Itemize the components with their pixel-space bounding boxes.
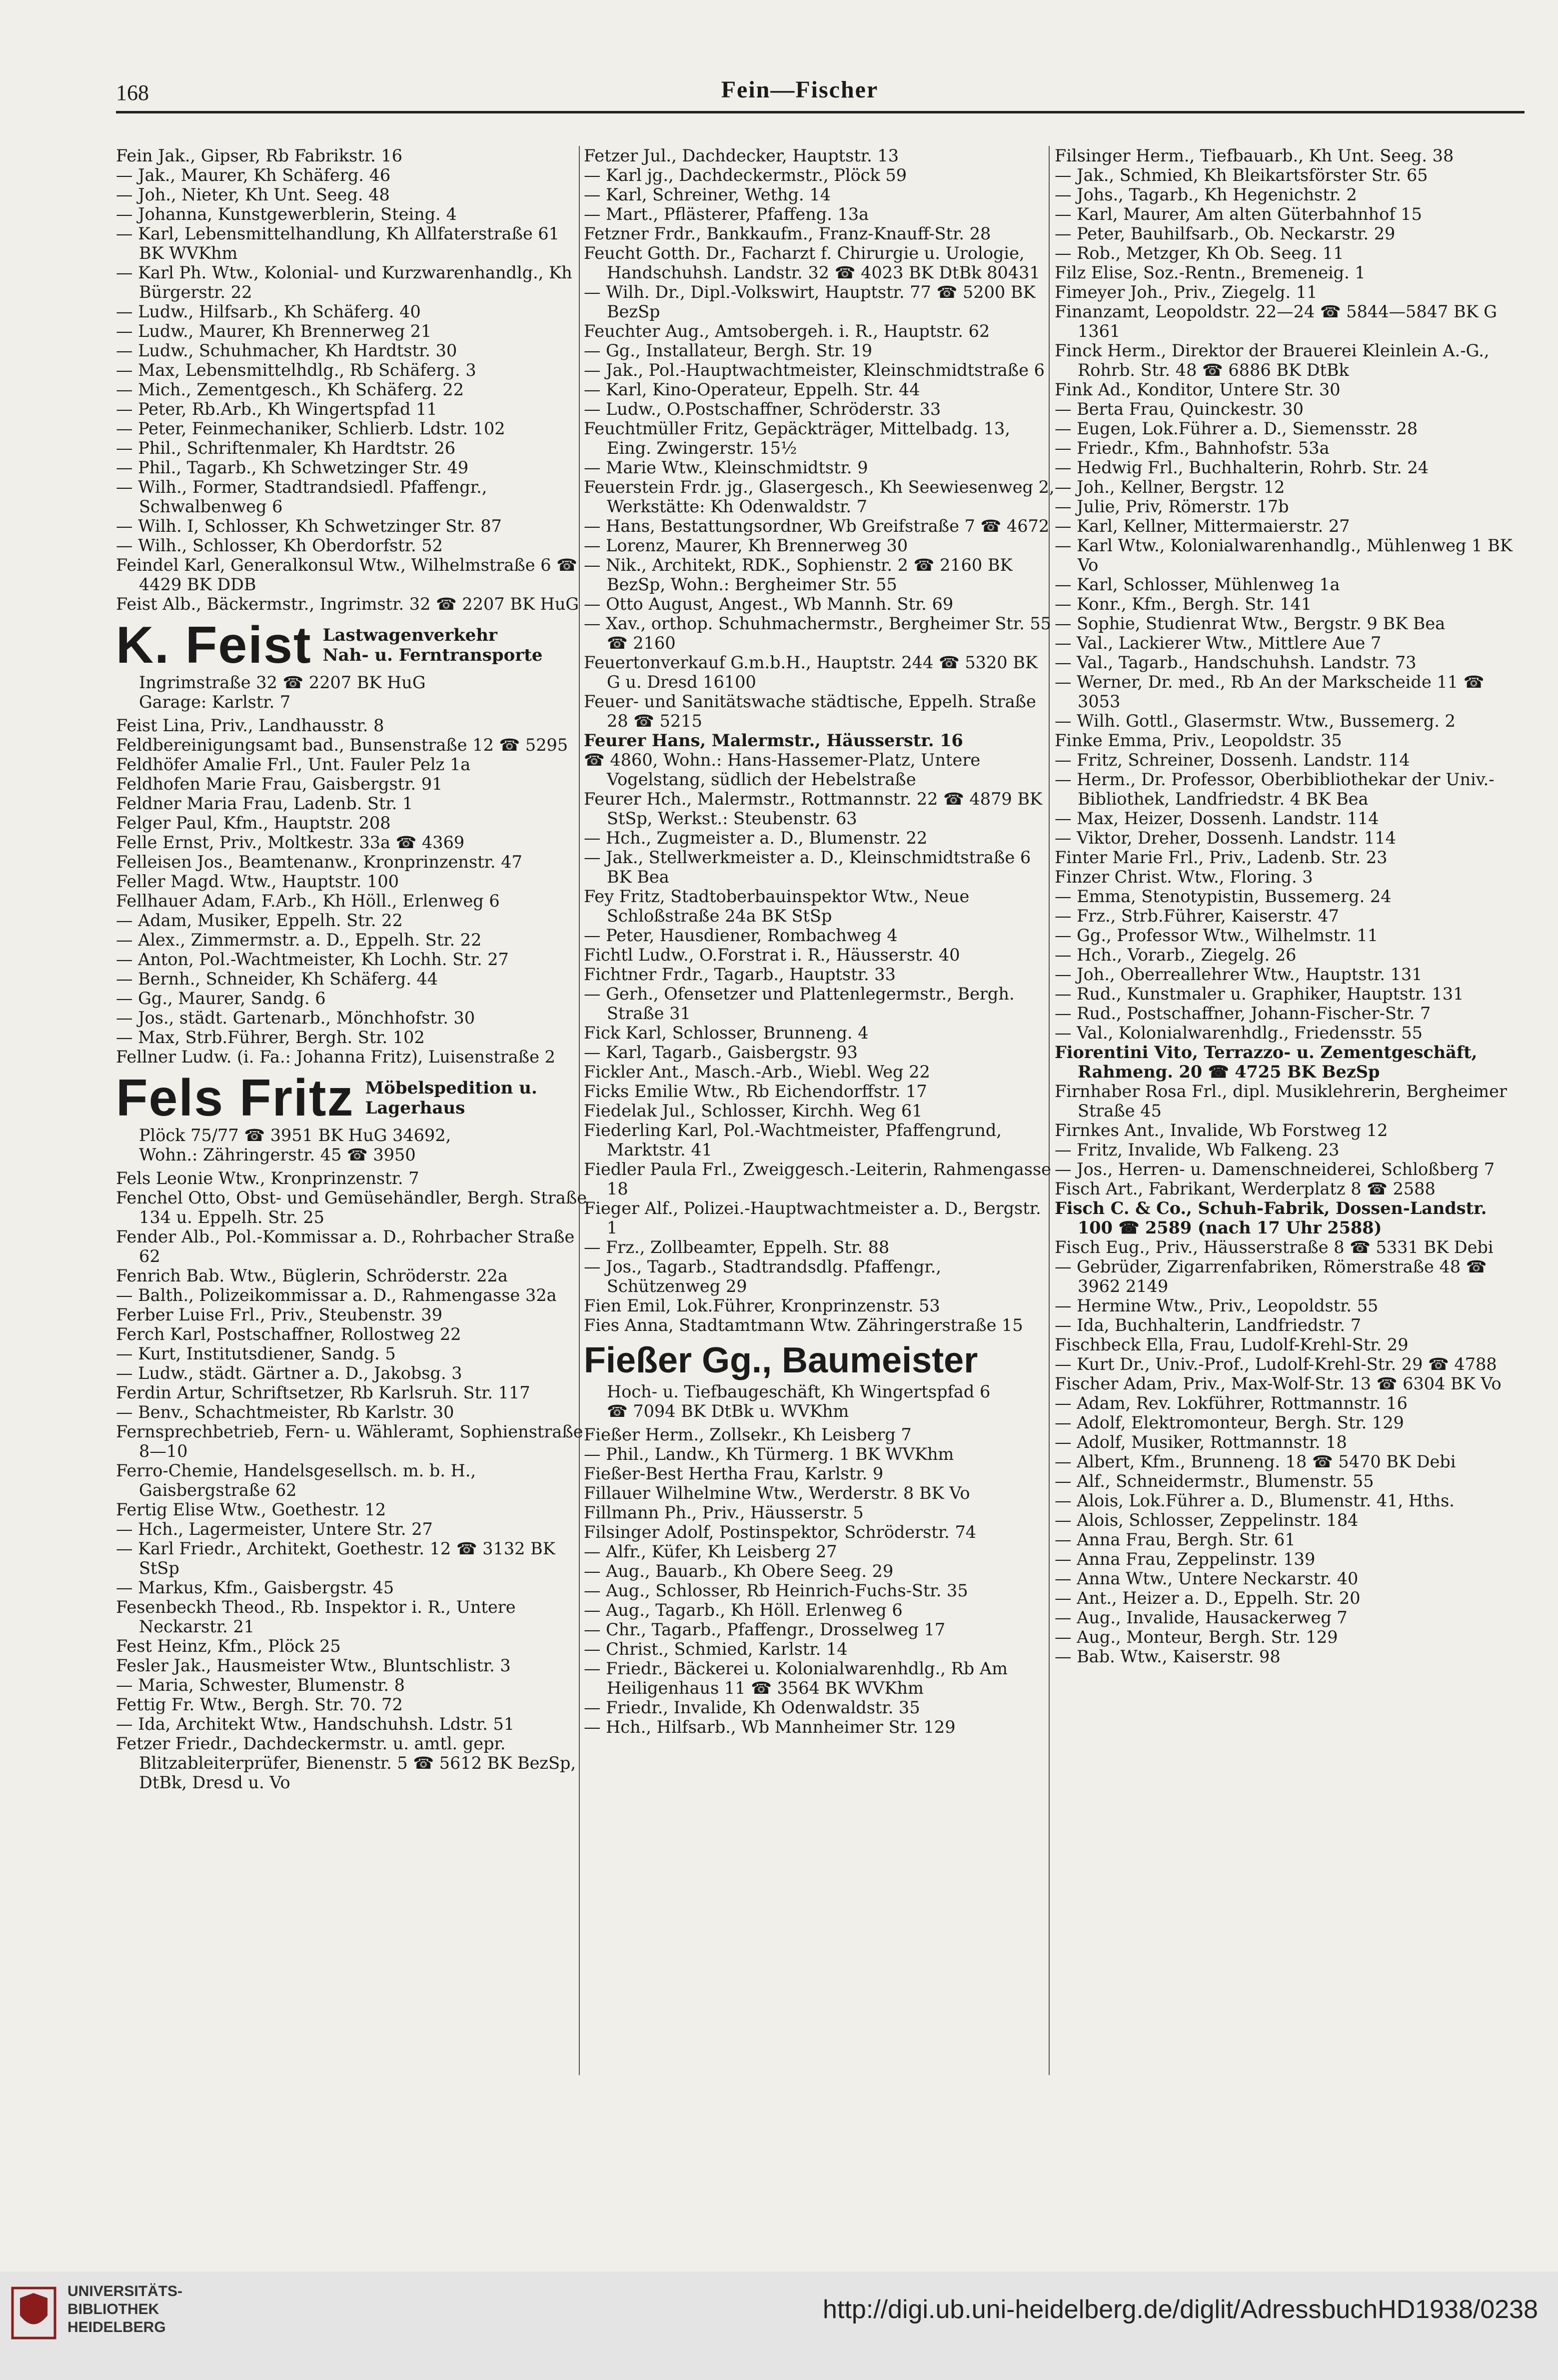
- directory-entry: Fies Anna, Stadtamtmann Wtw. Zähringerstraße 15: [584, 1315, 1023, 1335]
- directory-entry: — Jos., städt. Gartenarb., Mönchhofstr. 30: [116, 1008, 475, 1028]
- entry-list: [584, 750, 1056, 1335]
- directory-entry: — Aug., Monteur, Bergh. Str. 129: [1055, 1627, 1338, 1647]
- fels-advertisement: [116, 1071, 588, 1165]
- directory-entry: Feldhofen Marie Frau, Gaisbergstr. 91: [116, 774, 443, 794]
- directory-entry: — Friedr., Kfm., Bahnhofstr. 53a: [1055, 438, 1330, 458]
- advert-line: Hoch- u. Tiefbaugeschäft, Kh Wingertspfad 6: [607, 1382, 991, 1401]
- advert-tagline: Nah- u. Ferntransporte: [322, 645, 543, 665]
- directory-entry: — Alois, Schlosser, Zeppelinstr. 184: [1055, 1510, 1359, 1530]
- directory-entry: — Markus, Kfm., Gaisbergstr. 45: [116, 1578, 394, 1597]
- directory-entry: — Peter, Hausdiener, Rombachweg 4: [584, 926, 898, 945]
- directory-entry: — Val., Tagarb., Handschuhsh. Landstr. 73: [1055, 653, 1417, 672]
- directory-entry: Ferber Luise Frl., Priv., Steubenstr. 39: [116, 1305, 443, 1324]
- directory-entry: — Rud., Kunstmaler u. Graphiker, Hauptstr. 131: [1055, 984, 1464, 1004]
- directory-entry: Finke Emma, Priv., Leopoldstr. 35: [1055, 731, 1342, 750]
- advert-name: Fels Fritz: [116, 1069, 354, 1127]
- directory-entry: — Maria, Schwester, Blumenstr. 8: [116, 1675, 405, 1695]
- fiesser-advertisement: [584, 1339, 1056, 1421]
- entry-list: [116, 1169, 588, 1792]
- directory-entry: — Karl jg., Dachdeckermstr., Plöck 59: [584, 165, 907, 185]
- directory-entry: — Berta Frau, Quinckestr. 30: [1055, 399, 1304, 419]
- directory-entry: — Julie, Priv, Römerstr. 17b: [1055, 497, 1289, 516]
- directory-entry: Finter Marie Frl., Priv., Ladenb. Str. 23: [1055, 848, 1388, 867]
- directory-entry: — Karl Wtw., Kolonialwarenhandlg., Mühlenweg 1 BK Vo: [1055, 536, 1513, 575]
- directory-entry: — Karl, Kellner, Mittermaierstr. 27: [1055, 516, 1350, 536]
- directory-entry: Fick Karl, Schlosser, Brunneng. 4: [584, 1023, 869, 1043]
- directory-entry: — Aug., Bauarb., Kh Obere Seeg. 29: [584, 1561, 894, 1581]
- directory-entry: — Anna Frau, Zeppelinstr. 139: [1055, 1549, 1316, 1569]
- directory-entry: Felger Paul, Kfm., Hauptstr. 208: [116, 813, 391, 833]
- directory-entry: — Max, Heizer, Dossenh. Landstr. 114: [1055, 809, 1379, 828]
- directory-entry: — Karl, Maurer, Am alten Güterbahnhof 15: [1055, 204, 1422, 224]
- directory-entry: Feuchter Aug., Amtsobergeh. i. R., Hauptstr. 62: [584, 321, 990, 341]
- directory-entry: — Adolf, Musiker, Rottmannstr. 18: [1055, 1432, 1347, 1452]
- directory-entry: Fertig Elise Wtw., Goethestr. 12: [116, 1500, 386, 1519]
- university-seal-icon: [10, 2286, 57, 2341]
- directory-entry: — Alex., Zimmermstr. a. D., Eppelh. Str. 22: [116, 930, 482, 950]
- directory-entry: Feuertonverkauf G.m.b.H., Hauptstr. 244 ☎ 5320 BK G u. Dresd 16100: [584, 653, 1038, 692]
- directory-entry: — Ludw., O.Postschaffner, Schröderstr. 33: [584, 399, 941, 419]
- directory-entry: Fetzer Jul., Dachdecker, Hauptstr. 13: [584, 146, 899, 165]
- directory-entry: — Aug., Invalide, Hausackerweg 7: [1055, 1608, 1348, 1627]
- directory-entry: — Fritz, Invalide, Wb Falkeng. 23: [1055, 1140, 1340, 1160]
- directory-entry: — Johanna, Kunstgewerblerin, Steing. 4: [116, 204, 457, 224]
- directory-entry: — Phil., Schriftenmaler, Kh Hardtstr. 26: [116, 438, 456, 458]
- directory-entry: Feller Magd. Wtw., Hauptstr. 100: [116, 872, 399, 891]
- directory-entry: Filsinger Adolf, Postinspektor, Schröderstr. 74: [584, 1522, 977, 1542]
- column-1: [116, 146, 588, 1792]
- bold-entry: Feurer Hans, Malermstr., Häusserstr. 16: [584, 731, 963, 750]
- directory-entry: — Ludw., Maurer, Kh Brennerweg 21: [116, 321, 432, 341]
- directory-entry: — Anna Wtw., Untere Neckarstr. 40: [1055, 1569, 1359, 1588]
- directory-entry: — Max, Lebensmittelhdlg., Rb Schäferg. 3: [116, 360, 476, 380]
- directory-entry: ☎ 4860, Wohn.: Hans-Hassemer-Platz, Untere Vogelstang, südlich der Hebelstraße: [584, 750, 981, 789]
- directory-entry: Fetzer Friedr., Dachdeckermstr. u. amtl. gepr. Blitzableiterprüfer, Bienenstr. 5 ☎ 5612 BK BezSp, DtBk, Dresd u. Vo: [116, 1734, 576, 1792]
- directory-entry: — Bernh., Schneider, Kh Schäferg. 44: [116, 969, 438, 989]
- directory-entry: Fein Jak., Gipser, Rb Fabrikstr. 16: [116, 146, 403, 165]
- directory-entry: Firnkes Ant., Invalide, Wb Forstweg 12: [1055, 1121, 1388, 1140]
- directory-entry: Fettig Fr. Wtw., Bergh. Str. 70. 72: [116, 1695, 403, 1714]
- directory-entry: — Viktor, Dreher, Dossenh. Landstr. 114: [1055, 828, 1396, 848]
- directory-entry: Firnhaber Rosa Frl., dipl. Musiklehrerin, Bergheimer Straße 45: [1055, 1082, 1508, 1121]
- directory-entry: Finzer Christ. Wtw., Floring. 3: [1055, 867, 1313, 887]
- directory-entry: — Marie Wtw., Kleinschmidtstr. 9: [584, 458, 868, 477]
- directory-entry: Feist Lina, Priv., Landhausstr. 8: [116, 716, 384, 735]
- directory-entry: Fillauer Wilhelmine Wtw., Werderstr. 8 BK Vo: [584, 1483, 970, 1503]
- directory-entry: — Joh., Nieter, Kh Unt. Seeg. 48: [116, 185, 390, 204]
- directory-entry: — Hch., Hilfsarb., Wb Mannheimer Str. 129: [584, 1717, 956, 1737]
- directory-entry: — Bab. Wtw., Kaiserstr. 98: [1055, 1647, 1281, 1666]
- source-url-link[interactable]: http://digi.ub.uni-heidelberg.de/diglit/AdressbuchHD1938/0238: [823, 2295, 1538, 2324]
- directory-entry: — Albert, Kfm., Brunneng. 18 ☎ 5470 BK Debi: [1055, 1452, 1456, 1471]
- bold-entry: Fiorentini Vito, Terrazzo- u. Zementgeschäft, Rahmeng. 20 ☎ 4725 BK BezSp: [1055, 1043, 1478, 1082]
- entry-list: [1055, 1082, 1527, 1198]
- directory-entry: Fisch Art., Fabrikant, Werderplatz 8 ☎ 2588: [1055, 1179, 1436, 1198]
- directory-entry: Fernsprechbetrieb, Fern- u. Wähleramt, Sophienstraße 8—10: [116, 1422, 583, 1461]
- directory-entry: Fink Ad., Konditor, Untere Str. 30: [1055, 380, 1341, 399]
- library-name-line: HEIDELBERG: [67, 2319, 166, 2336]
- directory-entry: — Peter, Bauhilfsarb., Ob. Neckarstr. 29: [1055, 224, 1396, 243]
- directory-entry: — Ludw., Schuhmacher, Kh Hardtstr. 30: [116, 341, 457, 360]
- directory-entry: — Hedwig Frl., Buchhalterin, Rohrb. Str. 24: [1055, 458, 1429, 477]
- bold-entry: Fisch C. & Co., Schuh-Fabrik, Dossen-Landstr. 100 ☎ 2589 (nach 17 Uhr 2588): [1055, 1198, 1487, 1237]
- directory-entry: — Friedr., Bäckerei u. Kolonialwarenhdlg., Rb Am Heiligenhaus 11 ☎ 3564 BK WVKhm: [584, 1659, 1008, 1698]
- directory-entry: — Gg., Installateur, Bergh. Str. 19: [584, 341, 873, 360]
- directory-entry: — Alfr., Küfer, Kh Leisberg 27: [584, 1542, 837, 1561]
- directory-entry: — Frz., Zollbeamter, Eppelh. Str. 88: [584, 1237, 890, 1257]
- directory-entry: Feldhöfer Amalie Frl., Unt. Fauler Pelz 1a: [116, 755, 471, 774]
- column-2: [584, 146, 1056, 1737]
- directory-entry: Fest Heinz, Kfm., Plöck 25: [116, 1636, 341, 1656]
- advert-name: K. Feist: [116, 616, 312, 674]
- directory-entry: — Max, Strb.Führer, Bergh. Str. 102: [116, 1028, 425, 1047]
- directory-entry: — Friedr., Invalide, Kh Odenwaldstr. 35: [584, 1698, 920, 1717]
- entry-list: [1055, 1237, 1527, 1666]
- directory-entry: — Kurt, Institutsdiener, Sandg. 5: [116, 1344, 396, 1363]
- advert-tagline: Lastwagenverkehr: [322, 625, 497, 645]
- advert-line: Plöck 75/77 ☎ 3951 BK HuG 34692,: [139, 1126, 451, 1145]
- advert-tagline: Lagerhaus: [365, 1098, 465, 1118]
- directory-entry: — Hch., Vorarb., Ziegelg. 26: [1055, 945, 1297, 965]
- entry-list: [584, 1425, 1056, 1737]
- directory-entry: — Lorenz, Maurer, Kh Brennerweg 30: [584, 536, 908, 555]
- directory-entry: — Aug., Schlosser, Rb Heinrich-Fuchs-Str. 35: [584, 1581, 968, 1600]
- directory-entry: — Herm., Dr. Professor, Oberbibliothekar der Univ.-Bibliothek, Landfriedstr. 4 BK Bea: [1055, 770, 1495, 809]
- directory-entry: Filz Elise, Soz.-Rentn., Bremeneig. 1: [1055, 263, 1366, 282]
- directory-entry: — Wilh. Dr., Dipl.-Volkswirt, Hauptstr. 77 ☎ 5200 BK BezSp: [584, 282, 1036, 321]
- directory-entry: — Hch., Zugmeister a. D., Blumenstr. 22: [584, 828, 928, 848]
- library-name-line: UNIVERSITÄTS-: [67, 2283, 183, 2300]
- directory-entry: Fischbeck Ella, Frau, Ludolf-Krehl-Str. 29: [1055, 1335, 1409, 1354]
- page-title: Fein—Fischer: [721, 76, 879, 103]
- directory-entry: — Aug., Tagarb., Kh Höll. Erlenweg 6: [584, 1600, 903, 1620]
- directory-entry: — Val., Lackierer Wtw., Mittlere Aue 7: [1055, 633, 1382, 653]
- advert-line: Ingrimstraße 32 ☎ 2207 BK HuG: [139, 673, 426, 692]
- advert-line: ☎ 7094 BK DtBk u. WVKhm: [607, 1401, 849, 1421]
- directory-entry: — Jak., Pol.-Hauptwachtmeister, Kleinschmidtstraße 6: [584, 360, 1045, 380]
- directory-entry: — Chr., Tagarb., Pfaffengr., Drosselweg 17: [584, 1620, 946, 1639]
- directory-entry: — Mart., Pflästerer, Pfaffeng. 13a: [584, 204, 869, 224]
- directory-entry: Feucht Gotth. Dr., Facharzt f. Chirurgie u. Urologie, Handschuhsh. Landstr. 32 ☎ 4023 BK DtBk 80431: [584, 243, 1040, 282]
- directory-entry: — Karl, Kino-Operateur, Eppelh. Str. 44: [584, 380, 920, 399]
- directory-entry: — Ida, Architekt Wtw., Handschuhsh. Ldstr. 51: [116, 1714, 515, 1734]
- directory-entry: Feldbereinigungsamt bad., Bunsenstraße 12 ☎ 5295: [116, 735, 568, 755]
- directory-entry: — Ludw., städt. Gärtner a. D., Jakobsg. 3: [116, 1363, 462, 1383]
- directory-entry: — Karl, Tagarb., Gaisbergstr. 93: [584, 1043, 858, 1062]
- directory-entry: — Gebrüder, Zigarrenfabriken, Römerstraße 48 ☎ 3962 2149: [1055, 1257, 1487, 1296]
- directory-entry: — Hermine Wtw., Priv., Leopoldstr. 55: [1055, 1296, 1379, 1315]
- directory-entry: — Anna Frau, Bergh. Str. 61: [1055, 1530, 1296, 1549]
- directory-entry: — Benv., Schachtmeister, Rb Karlstr. 30: [116, 1402, 454, 1422]
- directory-entry: — Ida, Buchhalterin, Landfriedstr. 7: [1055, 1315, 1362, 1335]
- directory-entry: — Karl, Schreiner, Wethg. 14: [584, 185, 831, 204]
- directory-entry: — Werner, Dr. med., Rb An der Markscheide 11 ☎ 3053: [1055, 672, 1485, 711]
- directory-entry: — Gg., Maurer, Sandg. 6: [116, 989, 326, 1008]
- advert-line: Wohn.: Zähringerstr. 45 ☎ 3950: [139, 1145, 416, 1165]
- library-name-line: BIBLIOTHEK: [67, 2301, 159, 2318]
- library-footer: [0, 2272, 1558, 2380]
- directory-entry: — Eugen, Lok.Führer a. D., Siemensstr. 28: [1055, 419, 1418, 438]
- directory-entry: Fellhauer Adam, F.Arb., Kh Höll., Erlenweg 6: [116, 891, 500, 911]
- directory-entry: Feuer- und Sanitätswache städtische, Eppelh. Straße 28 ☎ 5215: [584, 692, 1036, 731]
- directory-entry: Fels Leonie Wtw., Kronprinzenstr. 7: [116, 1169, 419, 1188]
- directory-entry: — Jos., Tagarb., Stadtrandsdlg. Pfaffengr., Schützenweg 29: [584, 1257, 941, 1296]
- directory-entry: Finck Herm., Direktor der Brauerei Kleinlein A.-G., Rohrb. Str. 48 ☎ 6886 BK DtBk: [1055, 341, 1490, 380]
- directory-entry: — Wilh., Schlosser, Kh Oberdorfstr. 52: [116, 536, 443, 555]
- directory-entry: — Kurt Dr., Univ.-Prof., Ludolf-Krehl-Str. 29 ☎ 4788: [1055, 1354, 1497, 1374]
- directory-entry: — Anton, Pol.-Wachtmeister, Kh Lochh. Str. 27: [116, 950, 509, 969]
- directory-entry: — Fritz, Schreiner, Dossenh. Landstr. 114: [1055, 750, 1410, 770]
- header-rule: [116, 111, 1525, 113]
- directory-entry: — Karl, Schlosser, Mühlenweg 1a: [1055, 575, 1340, 594]
- directory-entry: — Ant., Heizer a. D., Eppelh. Str. 20: [1055, 1588, 1361, 1608]
- directory-entry: Ferch Karl, Postschaffner, Rollostweg 22: [116, 1324, 461, 1344]
- library-name: [67, 2283, 182, 2337]
- directory-entry: Ferro-Chemie, Handelsgesellsch. m. b. H., Gaisbergstraße 62: [116, 1461, 476, 1500]
- directory-entry: Feindel Karl, Generalkonsul Wtw., Wilhelmstraße 6 ☎ 4429 BK DDB: [116, 555, 577, 594]
- directory-entry: — Wilh., Former, Stadtrandsiedl. Pfaffengr., Schwalbenweg 6: [116, 477, 487, 516]
- directory-entry: — Rob., Metzger, Kh Ob. Seeg. 11: [1055, 243, 1344, 263]
- directory-entry: — Adam, Musiker, Eppelh. Str. 22: [116, 911, 403, 930]
- directory-entry: — Alois, Lok.Führer a. D., Blumenstr. 41, Hths.: [1055, 1491, 1455, 1510]
- directory-entry: Fenrich Bab. Wtw., Büglerin, Schröderstr. 22a: [116, 1266, 508, 1285]
- directory-entry: Fischer Adam, Priv., Max-Wolf-Str. 13 ☎ 6304 BK Vo: [1055, 1374, 1502, 1393]
- directory-entry: Feldner Maria Frau, Ladenb. Str. 1: [116, 794, 413, 813]
- directory-entry: — Konr., Kfm., Bergh. Str. 141: [1055, 594, 1312, 614]
- entry-list: [584, 146, 1056, 731]
- directory-entry: Fickler Ant., Masch.-Arb., Wiebl. Weg 22: [584, 1062, 930, 1082]
- directory-entry: Fesler Jak., Hausmeister Wtw., Bluntschlistr. 3: [116, 1656, 511, 1675]
- directory-entry: Fellner Ludw. (i. Fa.: Johanna Fritz), Luisenstraße 2: [116, 1047, 555, 1067]
- directory-entry: — Jos., Herren- u. Damenschneiderei, Schloßberg 7: [1055, 1160, 1495, 1179]
- directory-entry: — Peter, Rb.Arb., Kh Wingertspfad 11: [116, 399, 437, 419]
- directory-entry: Feuchtmüller Fritz, Gepäckträger, Mittelbadg. 13, Eing. Zwingerstr. 15½: [584, 419, 1011, 458]
- directory-entry: — Jak., Maurer, Kh Schäferg. 46: [116, 165, 391, 185]
- directory-entry: — Phil., Landw., Kh Türmerg. 1 BK WVKhm: [584, 1444, 954, 1464]
- directory-entry: Fien Emil, Lok.Führer, Kronprinzenstr. 53: [584, 1296, 940, 1315]
- directory-entry: Fenchel Otto, Obst- und Gemüsehändler, Bergh. Straße 134 u. Eppelh. Str. 25: [116, 1188, 587, 1227]
- directory-entry: Fichtner Frdr., Tagarb., Hauptstr. 33: [584, 965, 896, 984]
- advert-line: Garage: Karlstr. 7: [139, 692, 291, 712]
- directory-entry: Felleisen Jos., Beamtenanw., Kronprinzenstr. 47: [116, 852, 522, 872]
- directory-entry: — Johs., Tagarb., Kh Hegenichstr. 2: [1055, 185, 1357, 204]
- directory-entry: — Frz., Strb.Führer, Kaiserstr. 47: [1055, 906, 1340, 926]
- directory-entry: Fieger Alf., Polizei.-Hauptwachtmeister a. D., Bergstr. 1: [584, 1198, 1041, 1237]
- directory-entry: — Wilh. Gottl., Glasermstr. Wtw., Bussemerg. 2: [1055, 711, 1456, 731]
- directory-entry: — Hch., Lagermeister, Untere Str. 27: [116, 1519, 433, 1539]
- directory-entry: — Jak., Stellwerkmeister a. D., Kleinschmidtstraße 6 BK Bea: [584, 848, 1031, 887]
- directory-entry: Fiedelak Jul., Schlosser, Kirchh. Weg 61: [584, 1101, 923, 1121]
- directory-entry: — Hans, Bestattungsordner, Wb Greifstraße 7 ☎ 4672: [584, 516, 1050, 536]
- page-number: 168: [116, 80, 149, 105]
- directory-entry: — Adolf, Elektromonteur, Bergh. Str. 129: [1055, 1413, 1404, 1432]
- directory-entry: — Balth., Polizeikommissar a. D., Rahmengasse 32a: [116, 1285, 557, 1305]
- directory-entry: Filsinger Herm., Tiefbauarb., Kh Unt. Seeg. 38: [1055, 146, 1454, 165]
- directory-entry: — Ludw., Hilfsarb., Kh Schäferg. 40: [116, 302, 421, 321]
- directory-entry: — Sophie, Studienrat Wtw., Bergstr. 9 BK Bea: [1055, 614, 1446, 633]
- directory-entry: — Xav., orthop. Schuhmachermstr., Bergheimer Str. 55 ☎ 2160: [584, 614, 1051, 653]
- directory-entry: Fender Alb., Pol.-Kommissar a. D., Rohrbacher Straße 62: [116, 1227, 575, 1266]
- directory-entry: — Karl Friedr., Architekt, Goethestr. 12 ☎ 3132 BK StSp: [116, 1539, 555, 1578]
- directory-entry: — Otto August, Angest., Wb Mannh. Str. 69: [584, 594, 954, 614]
- advert-tagline: Möbelspedition u.: [365, 1078, 537, 1098]
- directory-entry: — Wilh. I, Schlosser, Kh Schwetzinger Str. 87: [116, 516, 502, 536]
- directory-entry: — Gg., Professor Wtw., Wilhelmstr. 11: [1055, 926, 1379, 945]
- directory-entry: Fetzner Frdr., Bankkaufm., Franz-Knauff-Str. 28: [584, 224, 991, 243]
- directory-entry: Fey Fritz, Stadtoberbauinspektor Wtw., Neue Schloßstraße 24a BK StSp: [584, 887, 970, 926]
- directory-entry: Felle Ernst, Priv., Moltkestr. 33a ☎ 4369: [116, 833, 465, 852]
- directory-entry: — Mich., Zementgesch., Kh Schäferg. 22: [116, 380, 464, 399]
- directory-entry: — Joh., Kellner, Bergstr. 12: [1055, 477, 1285, 497]
- directory-entry: — Peter, Feinmechaniker, Schlierb. Ldstr. 102: [116, 419, 505, 438]
- directory-entry: — Adam, Rev. Lokführer, Rottmannstr. 16: [1055, 1393, 1408, 1413]
- directory-entry: Fichtl Ludw., O.Forstrat i. R., Häusserstr. 40: [584, 945, 960, 965]
- directory-entry: — Emma, Stenotypistin, Bussemerg. 24: [1055, 887, 1392, 906]
- directory-entry: Fimeyer Joh., Priv., Ziegelg. 11: [1055, 282, 1318, 302]
- directory-entry: — Phil., Tagarb., Kh Schwetzinger Str. 49: [116, 458, 469, 477]
- directory-entry: Feist Alb., Bäckermstr., Ingrimstr. 32 ☎ 2207 BK HuG: [116, 594, 579, 614]
- directory-entry: — Jak., Schmied, Kh Bleikartsförster Str. 65: [1055, 165, 1428, 185]
- directory-entry: Ficks Emilie Wtw., Rb Eichendorffstr. 17: [584, 1082, 927, 1101]
- entry-list: [1055, 146, 1527, 1043]
- directory-entry: Fesenbeckh Theod., Rb. Inspektor i. R., Untere Neckarstr. 21: [116, 1597, 516, 1636]
- directory-entry: Fiederling Karl, Pol.-Wachtmeister, Pfaffengrund, Marktstr. 41: [584, 1121, 1002, 1160]
- directory-entry: — Rud., Postschaffner, Johann-Fischer-Str. 7: [1055, 1004, 1431, 1023]
- directory-entry: Ferdin Artur, Schriftsetzer, Rb Karlsruh. Str. 117: [116, 1383, 530, 1402]
- directory-entry: — Christ., Schmied, Karlstr. 14: [584, 1639, 848, 1659]
- directory-entry: Fießer Herm., Zollsekr., Kh Leisberg 7: [584, 1425, 912, 1444]
- directory-entry: Feurer Hch., Malermstr., Rottmannstr. 22 ☎ 4879 BK StSp, Werkst.: Steubenstr. 63: [584, 789, 1043, 828]
- directory-entry: — Nik., Architekt, RDK., Sophienstr. 2 ☎ 2160 BK BezSp, Wohn.: Bergheimer Str. 55: [584, 555, 1013, 594]
- directory-entry: — Val., Kolonialwarenhdlg., Friedensstr. 55: [1055, 1023, 1423, 1043]
- entry-list: [116, 146, 588, 614]
- column-3: [1055, 146, 1527, 1666]
- directory-entry: Fießer-Best Hertha Frau, Karlstr. 9: [584, 1464, 884, 1483]
- directory-entry: — Joh., Oberreallehrer Wtw., Hauptstr. 131: [1055, 965, 1423, 984]
- directory-entry: — Karl Ph. Wtw., Kolonial- und Kurzwarenhandlg., Kh Bürgerstr. 22: [116, 263, 572, 302]
- advert-name: Fießer Gg., Baumeister: [584, 1340, 978, 1380]
- directory-entry: Finanzamt, Leopoldstr. 22—24 ☎ 5844—5847 BK G 1361: [1055, 302, 1498, 341]
- directory-entry: — Karl, Lebensmittelhandlung, Kh Allfaterstraße 61 BK WVKhm: [116, 224, 560, 263]
- entry-list: [116, 716, 588, 1067]
- directory-entry: Feuerstein Frdr. jg., Glasergesch., Kh Seewiesenweg 2, Werkstätte: Kh Odenwaldstr. 7: [584, 477, 1055, 516]
- directory-entry: Fillmann Ph., Priv., Häusserstr. 5: [584, 1503, 864, 1522]
- directory-entry: — Gerh., Ofensetzer und Plattenlegermstr., Bergh. Straße 31: [584, 984, 1015, 1023]
- feist-advertisement: [116, 618, 588, 712]
- directory-entry: Fisch Eug., Priv., Häusserstraße 8 ☎ 5331 BK Debi: [1055, 1237, 1494, 1257]
- directory-entry: — Alf., Schneidermstr., Blumenstr. 55: [1055, 1471, 1374, 1491]
- directory-entry: Fiedler Paula Frl., Zweiggesch.-Leiterin, Rahmengasse 18: [584, 1160, 1051, 1198]
